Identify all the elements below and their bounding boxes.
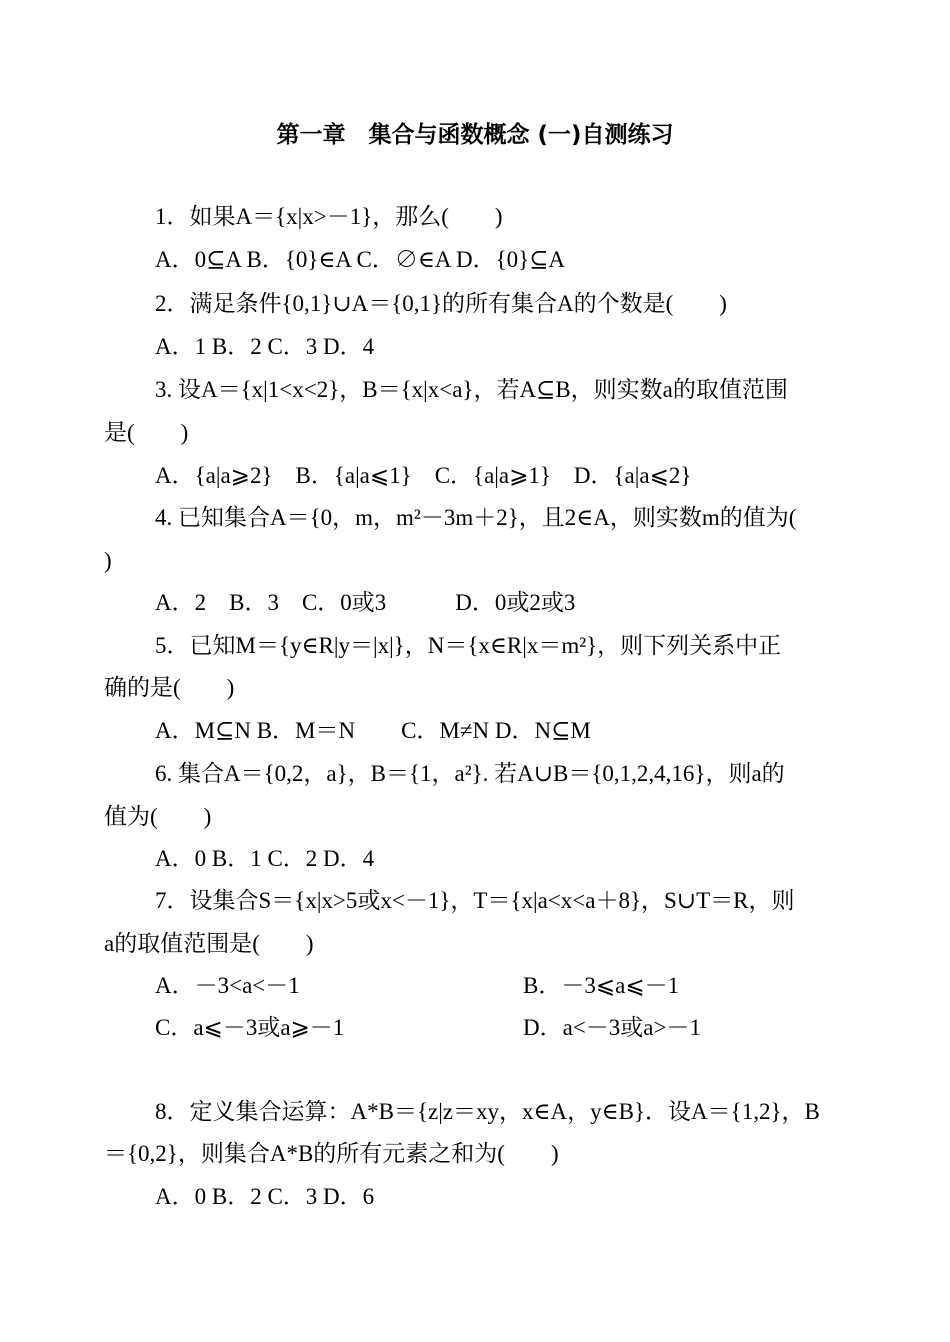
question-7-stem: 7．设集合S＝{x|x>5或x<－1}，T＝{x|a<x<a＋8}，S∪T＝R，则 [155,888,795,913]
question-6-options: A．0 B．1 C．2 D．4 [155,846,375,871]
question-8-stem-cont: ＝{0,2}，则集合A*B的所有元素之和为( ) [104,1141,559,1166]
question-2-stem: 2．满足条件{0,1}∪A＝{0,1}的所有集合A的个数是( ) [155,291,727,316]
question-7-stem-cont: a的取值范围是( ) [104,931,314,956]
question-6-stem-cont: 值为( ) [104,804,212,829]
question-8-stem: 8．定义集合运算：A*B＝{z|z＝xy，x∈A，y∈B}．设A＝{1,2}，B [155,1099,820,1124]
question-1-stem: 1．如果A＝{x|x>－1}，那么( ) [155,204,503,229]
question-2-options: A．1 B．2 C．3 D．4 [155,334,375,359]
question-3-stem: 3. 设A＝{x|1<x<2}，B＝{x|x<a}，若A⊆B，则实数a的取值范围 [155,377,788,402]
question-7-option-c: C．a⩽－3或a⩾－1 [155,1015,345,1040]
question-4-stem: 4. 已知集合A＝{0，m，m²－3m＋2}，且2∈A，则实数m的值为( [155,505,797,530]
question-8-options: A．0 B．2 C．3 D．6 [155,1184,375,1209]
page-title: 第一章 集合与函数概念 (一)自测练习 [276,122,674,148]
question-7-option-b: B．－3⩽a⩽－1 [523,973,680,998]
question-1-options: A．0⊆A B．{0}∈A C．∅∈A D．{0}⊆A [155,247,566,272]
question-7-option-a: A．－3<a<－1 [155,973,300,998]
question-6-stem: 6. 集合A＝{0,2，a}，B＝{1，a²}. 若A∪B＝{0,1,2,4,16}，则a的 [155,761,785,786]
question-3-stem-cont: 是( ) [104,420,189,445]
question-4-stem-cont: ) [104,548,112,573]
question-7-option-d: D．a<－3或a>－1 [523,1015,701,1040]
question-3-options: A．{a|a⩾2} B．{a|a⩽1} C．{a|a⩾1} D．{a|a⩽2} [155,463,692,488]
question-4-options: A．2 B．3 C．0或3 D．0或2或3 [155,590,576,615]
question-5-stem-cont: 确的是( ) [104,675,235,700]
question-5-stem: 5．已知M＝{y∈R|y＝|x|}，N＝{x∈R|x＝m²}，则下列关系中正 [155,633,782,658]
question-5-options: A．M⊆N B．M＝N C．M≠N D．N⊆M [155,718,591,743]
